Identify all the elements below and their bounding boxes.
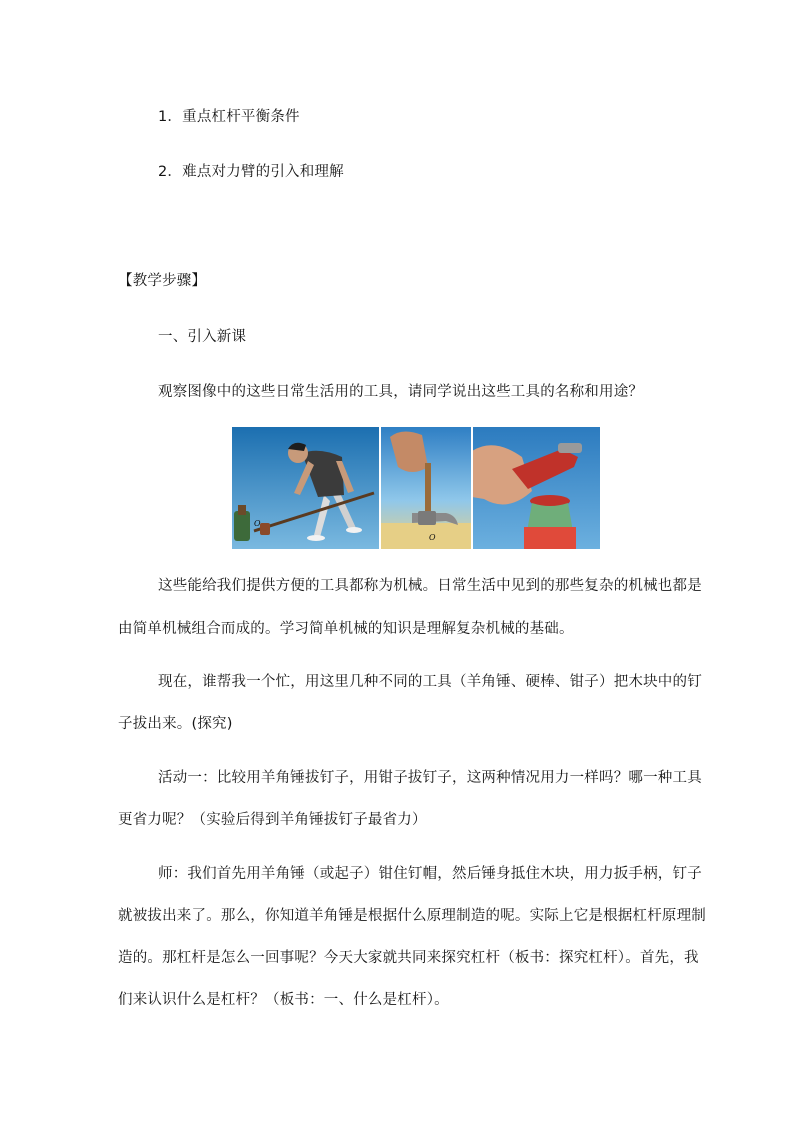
pivot-label-1: O (254, 519, 261, 528)
paragraph-1-line-2: 由简单机械组合而成的。学习简单机械的知识是理解复杂机械的基础。 (118, 621, 574, 637)
paragraph-1-line-1: 这些能给我们提供方便的工具都称为机械。日常生活中见到的那些复杂的机械也都是 (158, 578, 702, 594)
key-point-1: 1．重点杠杆平衡条件 (158, 109, 300, 125)
intro-question: 观察图像中的这些日常生活用的工具，请同学说出这些工具的名称和用途？ (158, 384, 644, 400)
paragraph-4-line-4: 们来认识什么是杠杆？（板书：一、什么是杠杆）。 (118, 992, 449, 1008)
panel-bottle-opener (472, 427, 600, 549)
section-heading: 【教学步骤】 (118, 273, 207, 289)
panel-crowbar (232, 427, 380, 549)
pivot-label-2: O (429, 533, 436, 542)
paragraph-4-line-2: 就被拔出来了。那么，你知道羊角锤是根据什么原理制造的呢。实际上它是根据杠杆原理制 (118, 908, 706, 924)
paragraph-3-line-1: 活动一：比较用羊角锤拔钉子，用钳子拔钉子，这两种情况用力一样吗？哪一种工具 (158, 770, 702, 786)
step1-heading: 一、引入新课 (158, 329, 247, 345)
tools-figure (232, 427, 600, 549)
paragraph-4-line-1: 师：我们首先用羊角锤（或起子）钳住钉帽，然后锤身抵住木块，用力扳手柄，钉子 (158, 866, 702, 882)
tools-illustration (232, 427, 600, 549)
paragraph-3-line-2: 更省力呢？（实验后得到羊角锤拔钉子最省力） (118, 812, 427, 828)
panel-hammer (380, 427, 472, 549)
paragraph-2-line-1: 现在，谁帮我一个忙，用这里几种不同的工具（羊角锤、硬棒、钳子）把木块中的钉 (158, 674, 702, 690)
paragraph-2-line-2: 子拔出来。(探究) (118, 716, 233, 732)
paragraph-4-line-3: 造的。那杠杆是怎么一回事呢？今天大家就共同来探究杠杆（板书：探究杠杆）。首先，我 (118, 950, 699, 966)
key-point-2: 2．难点对力臂的引入和理解 (158, 164, 344, 180)
